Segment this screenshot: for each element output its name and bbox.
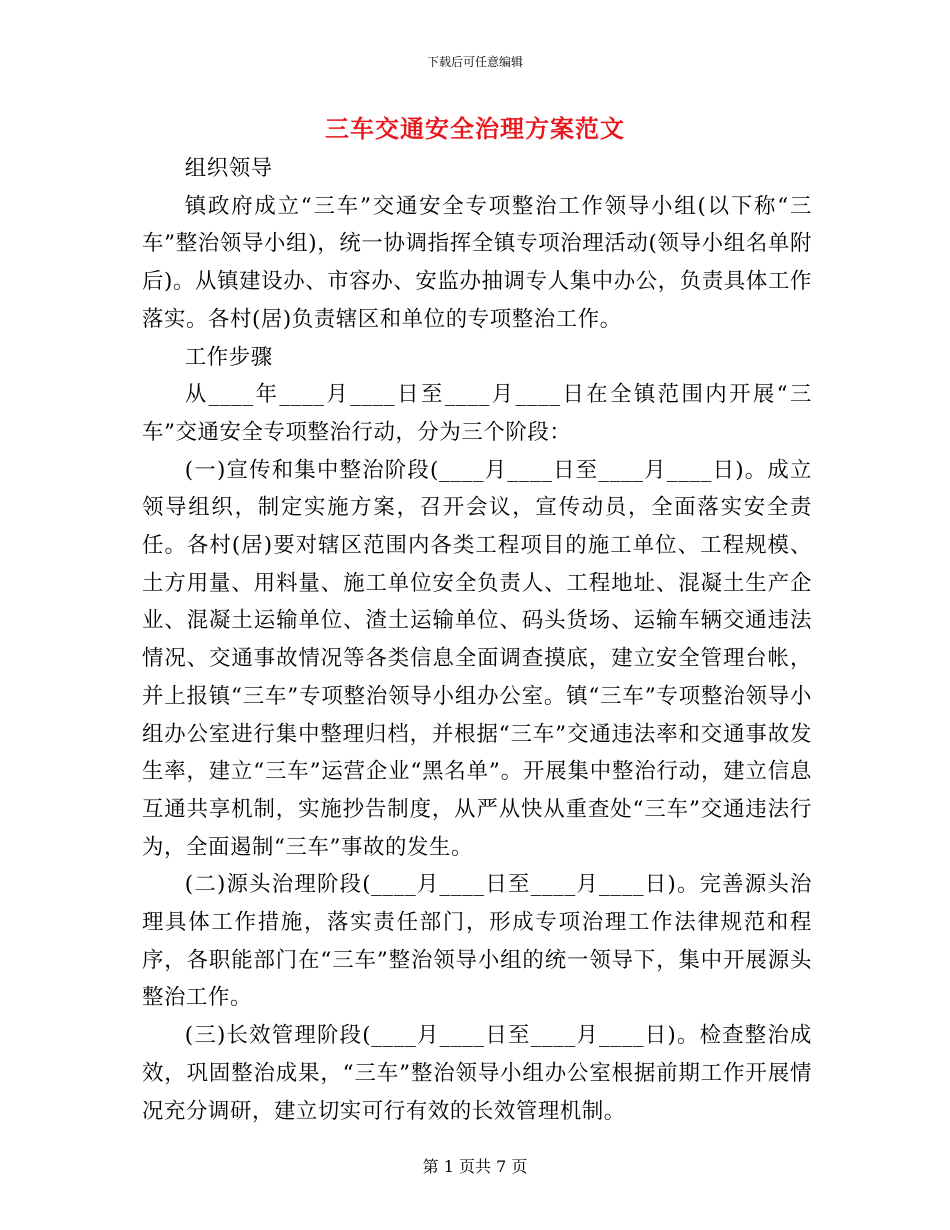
document-title: 三车交通安全治理方案范文 <box>325 114 625 143</box>
paragraph-stage-one: (一)宣传和集中整治阶段(____月____日至____月____日)。成立领导组织，制定实施方案，召开会议，宣传动员，全面落实安全责任。各村(居)要对辖区范围内各类工程项目的施工单位、工程规模、土方用量、用料量、施工单位安全负责人、工程地址、混凝土生产企业、混凝土运输单位、渣土运输单位、码头货场、运输车辆交通违法情况、交通事故情况等各类信息全面调查摸底，建立安全管理台帐，并上报镇“三车”专项整治领导小组办公室。镇“三车”专项整治领导小组办公室进行集中整理归档，并根据“三车”交通违法率和交通事故发生率，建立“三车”运营企业“黑名单”。开展集中整治行动，建立信息互通共享机制，实施抄告制度，从严从快从重查处“三车”交通违法行为，全面遏制“三车”事故的发生。 <box>142 457 812 860</box>
header-note: 下载后可任意编辑 <box>426 55 523 69</box>
paragraph-stage-three: (三)长效管理阶段(____月____日至____月____日)。检查整治成效，巩固整治成果，“三车”整治领导小组办公室根据前期工作开展情况充分调研，建立切实可行有效的长效管理机制。 <box>142 1023 812 1124</box>
section-heading-steps: 工作步骤 <box>184 344 273 370</box>
paragraph-stage-two: (二)源头治理阶段(____月____日至____月____日)。完善源头治理具体工作措施，落实责任部门，形成专项治理工作法律规范和程序，各职能部门在“三车”整治领导小组的统一领导下，集中开展源头整治工作。 <box>142 872 812 1011</box>
document-body <box>142 150 812 1130</box>
paragraph-steps-intro: 从____年____月____日至____月____日在全镇范围内开展“三车”交通安全专项整治行动，分为三个阶段： <box>142 382 812 445</box>
paragraph-organization: 镇政府成立“三车”交通安全专项整治工作领导小组(以下称“三车”整治领导小组)，统一协调指挥全镇专项治理活动(领导小组名单附后)。从镇建设办、市容办、安监办抽调专人集中办公，负责具体工作落实。各村(居)负责辖区和单位的专项整治工作。 <box>142 193 812 332</box>
page-number: 第 1 页共 7 页 <box>422 1157 528 1176</box>
section-heading-organization: 组织领导 <box>184 156 273 181</box>
